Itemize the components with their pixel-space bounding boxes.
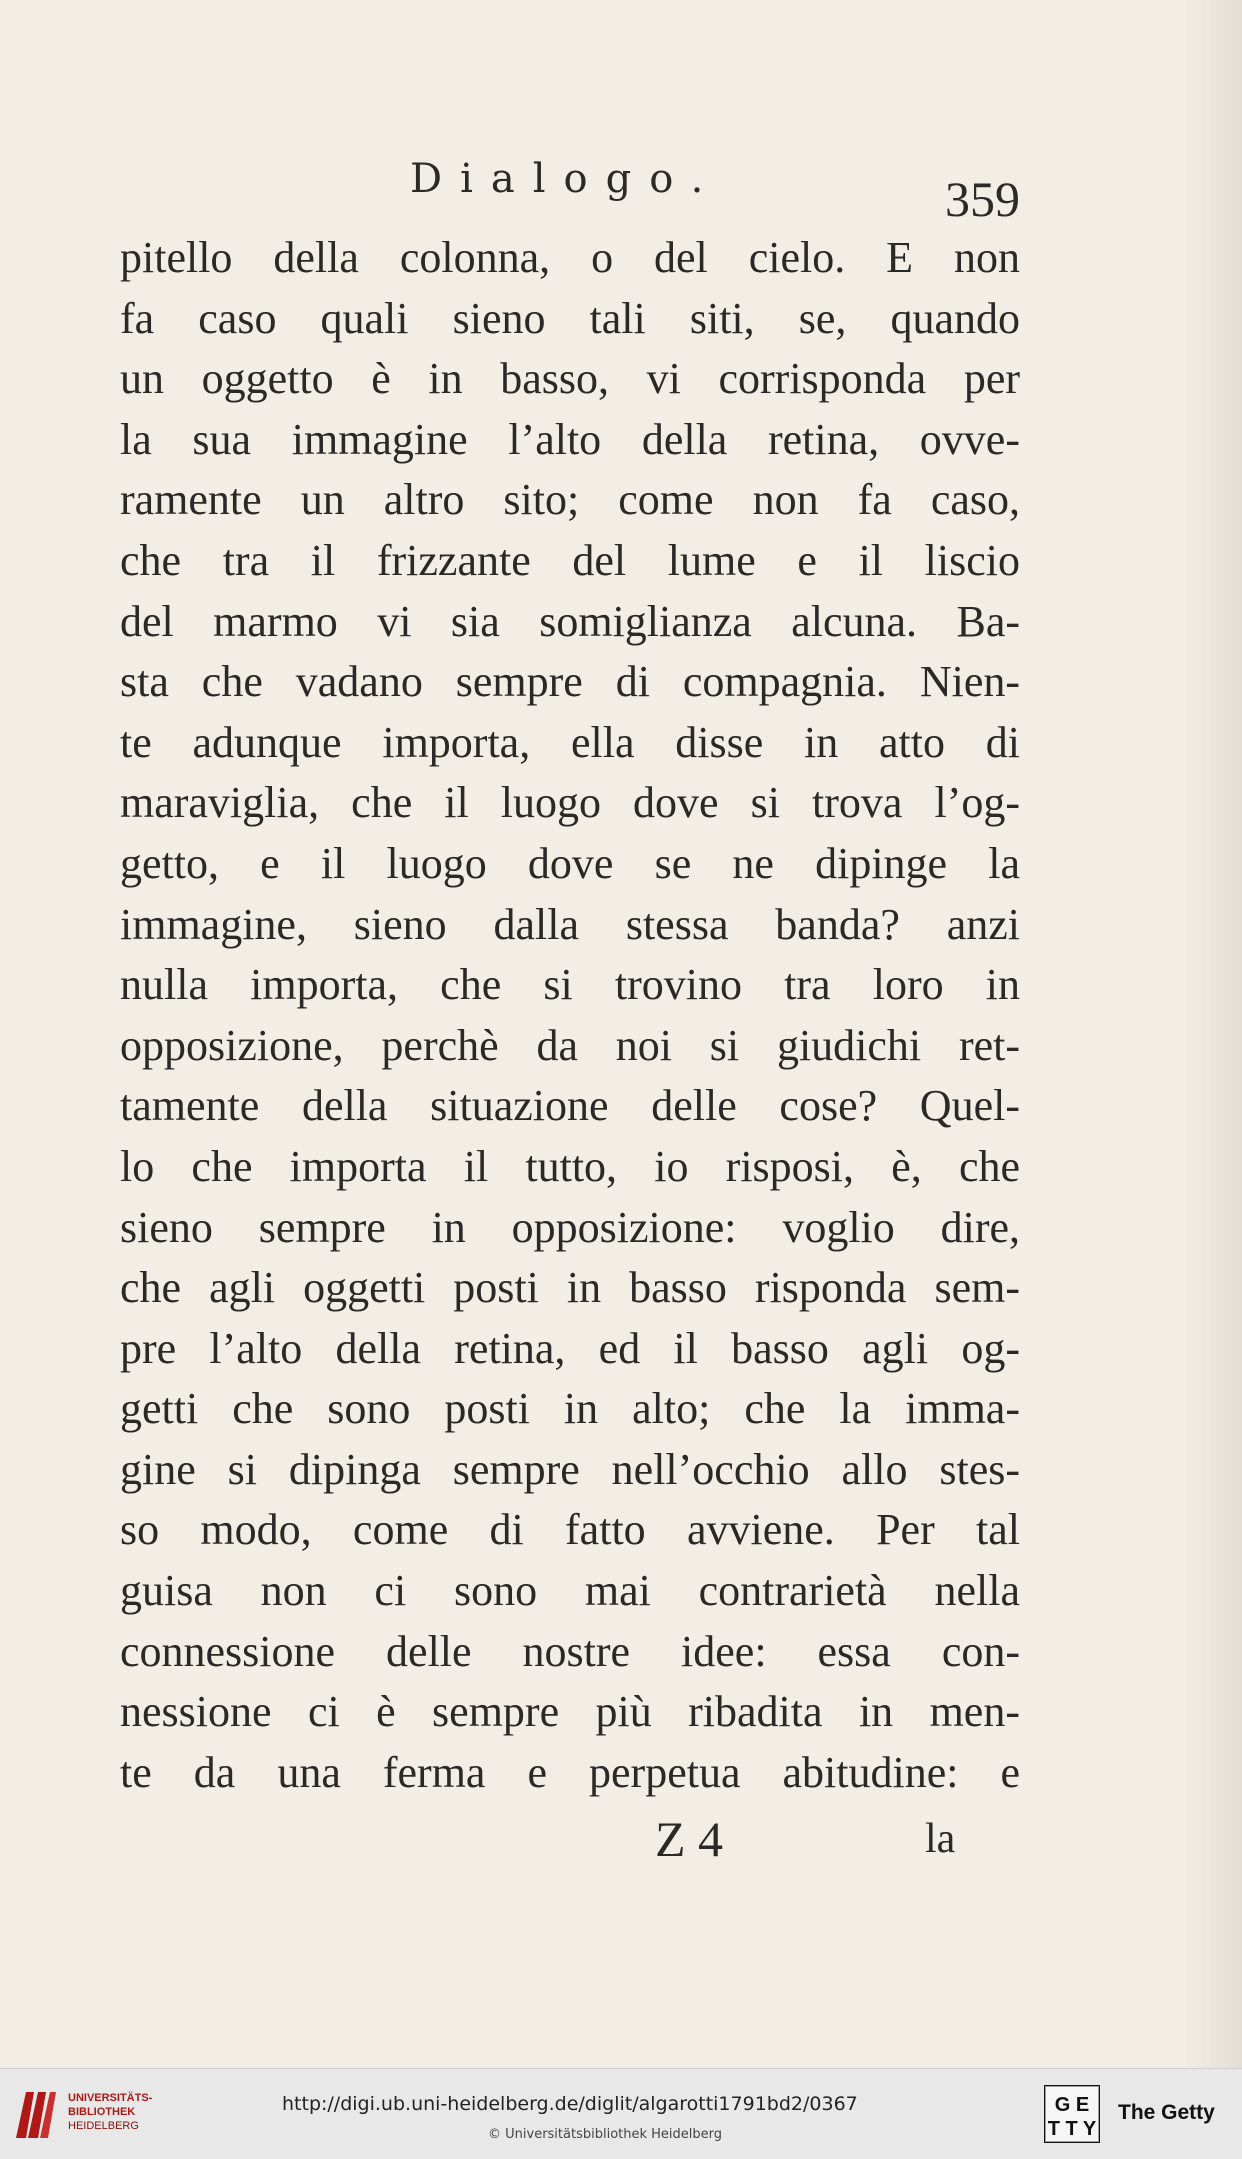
text-line: connessione delle nostre idee: essa con- (120, 1626, 1020, 1676)
text-line: guisa non ci sono mai contrarietà nella (120, 1566, 1020, 1616)
text-line: maraviglia, che il luogo dove si trova l’og- (120, 778, 1020, 828)
text-line: del marmo vi sia somiglianza alcuna. Ba- (120, 596, 1020, 646)
text-line: che agli oggetti posti in basso risponda sem- (120, 1263, 1020, 1313)
text-line: pitello della colonna, o del cielo. E non (120, 233, 1020, 282)
university-library-logo-icon[interactable] (12, 2086, 58, 2142)
library-name-line1: UNIVERSITÄTS- (68, 2092, 153, 2104)
text-line: nulla importa, che si trovino tra loro in (120, 960, 1020, 1010)
getty-logo-icon[interactable] (1044, 2085, 1100, 2143)
text-line: pre l’alto della retina, ed il basso agli og- (120, 1323, 1020, 1373)
text-line: fa caso quali sieno tali siti, se, quando (120, 293, 1020, 343)
page-number: 359 (945, 171, 1020, 227)
text-line: getti che sono posti in alto; che la imma- (120, 1384, 1020, 1434)
svg-text:T T Y: T T Y (1047, 2118, 1097, 2140)
text-line: ramente un altro sito; come non fa caso, (120, 475, 1020, 525)
text-line: gine si dipinga sempre nell’occhio allo stes- (120, 1444, 1020, 1494)
library-name-line2: BIBLIOTHEK (68, 2106, 136, 2118)
partner-name[interactable]: The Getty (1118, 2101, 1215, 2124)
text-line: te da una ferma e perpetua abitudine: e (120, 1747, 1020, 1797)
text-line: sieno sempre in opposizione: voglio dire, (120, 1202, 1020, 1252)
permalink-url[interactable]: http://digi.ub.uni-heidelberg.de/diglit/algarotti1791bd2/0367 (282, 2093, 858, 2115)
page-edge-shadow (1182, 0, 1242, 2068)
text-line: sta che vadano sempre di compagnia. Nien- (120, 657, 1020, 707)
running-header-title: Dialogo. (410, 156, 722, 202)
body-text (120, 228, 1020, 1803)
text-line: nessione ci è sempre più ribadita in men- (120, 1687, 1020, 1737)
viewer-footer (0, 2068, 1242, 2159)
text-line: opposizione, perchè da noi si giudichi ret- (120, 1020, 1020, 1070)
catchword: la (925, 1816, 956, 1862)
text-line: un oggetto è in basso, vi corrisponda per (120, 354, 1020, 404)
text-line: tamente della situazione delle cose? Quel- (120, 1081, 1020, 1131)
text-line: lo che importa il tutto, io risposi, è, che (120, 1141, 1020, 1191)
signature-mark: Z 4 (655, 1811, 724, 1867)
text-line: getto, e il luogo dove se ne dipinge la (120, 838, 1020, 888)
text-line: che tra il frizzante del lume e il liscio (120, 535, 1020, 585)
text-line: te adunque importa, ella disse in atto di (120, 717, 1020, 767)
library-name (68, 2091, 152, 2133)
text-line: immagine, sieno dalla stessa banda? anzi (120, 899, 1020, 949)
text-line: la sua immagine l’alto della retina, ovve- (120, 414, 1020, 464)
library-name-line3: HEIDELBERG (68, 2120, 139, 2132)
copyright-notice: © Universitätsbibliothek Heidelberg (488, 2127, 723, 2142)
text-line: so modo, come di fatto avviene. Per tal (120, 1505, 1020, 1555)
svg-text:G E: G E (1054, 2094, 1090, 2116)
